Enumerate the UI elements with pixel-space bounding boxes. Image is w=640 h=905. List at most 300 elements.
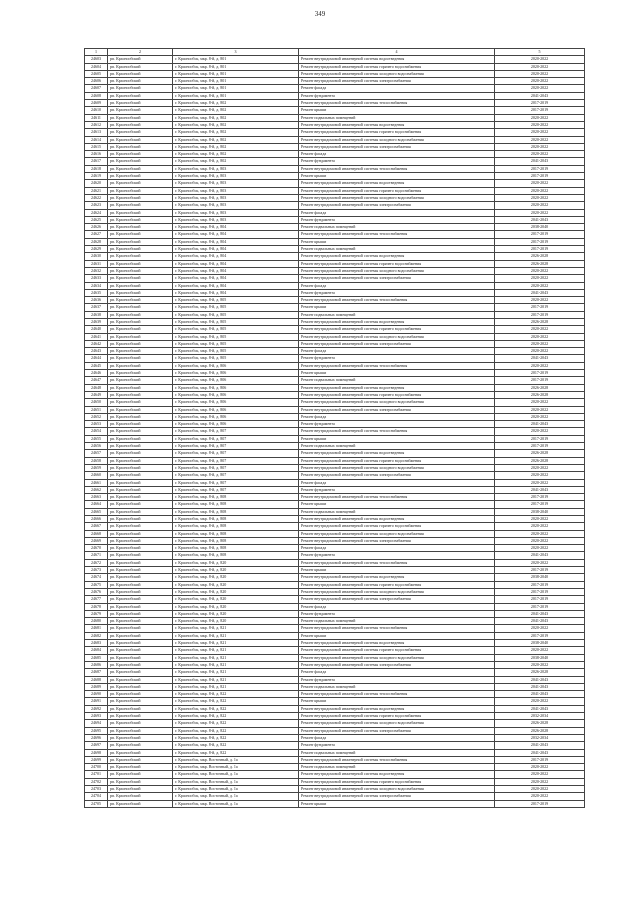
table-row bbox=[85, 121, 585, 128]
cell-work-type: Ремонт внутридомовой инженерной системы холодного водоснабжения bbox=[299, 136, 495, 143]
cell-row-number: 24704 bbox=[85, 793, 108, 800]
cell-period: 2017-2019 bbox=[495, 231, 585, 238]
cell-settlement: рп. Краснообский bbox=[108, 574, 173, 581]
cell-work-type: Ремонт внутридомовой инженерной системы электроснабжения bbox=[299, 537, 495, 544]
cell-work-type: Ремонт внутридомовой инженерной системы теплоснабжения bbox=[299, 625, 495, 632]
cell-row-number: 24679 bbox=[85, 610, 108, 617]
cell-address: г. Краснообск, мкр. 8-й, д. 821 bbox=[173, 683, 299, 690]
cell-period: 2020-2022 bbox=[495, 180, 585, 187]
cell-work-type: Ремонт внутридомовой инженерной системы холодного водоснабжения bbox=[299, 530, 495, 537]
cell-settlement: рп. Краснообский bbox=[108, 435, 173, 442]
cell-period: 2020-2022 bbox=[495, 297, 585, 304]
table-row bbox=[85, 479, 585, 486]
cell-address: г. Краснообск, мкр. 8-й, д. 807 bbox=[173, 435, 299, 442]
cell-address: г. Краснообск, мкр. 8-й, д. 821 bbox=[173, 632, 299, 639]
cell-work-type: Ремонт фасада bbox=[299, 545, 495, 552]
cell-period: 2038-2040 bbox=[495, 654, 585, 661]
cell-work-type: Ремонт внутридомовой инженерной системы горячего водоснабжения bbox=[299, 778, 495, 785]
table-row bbox=[85, 267, 585, 274]
cell-work-type: Ремонт внутридомовой инженерной системы горячего водоснабжения bbox=[299, 129, 495, 136]
cell-row-number: 24646 bbox=[85, 370, 108, 377]
cell-work-type: Ремонт фундамента bbox=[299, 676, 495, 683]
table-row bbox=[85, 603, 585, 610]
cell-work-type: Ремонт крыши bbox=[299, 567, 495, 574]
cell-settlement: рп. Краснообский bbox=[108, 464, 173, 471]
cell-address: г. Краснообск, мкр. 8-й, д. 822 bbox=[173, 691, 299, 698]
cell-address: г. Краснообск, мкр. 8-й, д. 808 bbox=[173, 508, 299, 515]
cell-address: г. Краснообск, мкр. 8-й, д. 822 bbox=[173, 734, 299, 741]
cell-address: г. Краснообск, мкр. 8-й, д. 805 bbox=[173, 333, 299, 340]
cell-period: 2020-2022 bbox=[495, 63, 585, 70]
cell-period: 2041-2043 bbox=[495, 289, 585, 296]
cell-work-type: Ремонт внутридомовой инженерной системы горячего водоснабжения bbox=[299, 713, 495, 720]
cell-address: г. Краснообск, мкр. 8-й, д. 822 bbox=[173, 720, 299, 727]
cell-row-number: 24641 bbox=[85, 333, 108, 340]
cell-row-number: 24658 bbox=[85, 457, 108, 464]
cell-settlement: рп. Краснообский bbox=[108, 647, 173, 654]
cell-row-number: 24604 bbox=[85, 63, 108, 70]
cell-address: г. Краснообск, мкр. 8-й, д. 804 bbox=[173, 260, 299, 267]
cell-period: 2020-2022 bbox=[495, 187, 585, 194]
cell-address: г. Краснообск, мкр. 8-й, д. 807 bbox=[173, 457, 299, 464]
cell-work-type: Ремонт внутридомовой инженерной системы холодного водоснабжения bbox=[299, 785, 495, 792]
table-row bbox=[85, 340, 585, 347]
table-row bbox=[85, 727, 585, 734]
cell-work-type: Ремонт внутридомовой инженерной системы водоотведения bbox=[299, 516, 495, 523]
table-row bbox=[85, 691, 585, 698]
table-row bbox=[85, 552, 585, 559]
table-row bbox=[85, 537, 585, 544]
cell-period: 2020-2022 bbox=[495, 764, 585, 771]
cell-work-type: Ремонт внутридомовой инженерной системы электроснабжения bbox=[299, 275, 495, 282]
cell-address: г. Краснообск, мкр. 8-й, д. 804 bbox=[173, 282, 299, 289]
cell-settlement: рп. Краснообский bbox=[108, 530, 173, 537]
cell-period: 2020-2022 bbox=[495, 523, 585, 530]
cell-address: г. Краснообск, мкр. 8-й, д. 822 bbox=[173, 742, 299, 749]
cell-period: 2020-2022 bbox=[495, 413, 585, 420]
cell-address: г. Краснообск, мкр. 8-й, д. 821 bbox=[173, 647, 299, 654]
cell-row-number: 24698 bbox=[85, 749, 108, 756]
cell-settlement: рп. Краснообский bbox=[108, 289, 173, 296]
table-row bbox=[85, 450, 585, 457]
cell-work-type: Ремонт крыши bbox=[299, 173, 495, 180]
cell-work-type: Ремонт внутридомовой инженерной системы горячего водоснабжения bbox=[299, 581, 495, 588]
cell-settlement: рп. Краснообский bbox=[108, 173, 173, 180]
cell-period: 2041-2043 bbox=[495, 421, 585, 428]
cell-work-type: Ремонт внутридомовой инженерной системы горячего водоснабжения bbox=[299, 391, 495, 398]
cell-work-type: Ремонт внутридомовой инженерной системы теплоснабжения bbox=[299, 494, 495, 501]
cell-period: 2017-2019 bbox=[495, 756, 585, 763]
cell-period: 2020-2022 bbox=[495, 275, 585, 282]
table-row bbox=[85, 289, 585, 296]
cell-row-number: 24617 bbox=[85, 158, 108, 165]
cell-period: 2020-2022 bbox=[495, 121, 585, 128]
cell-period: 2020-2022 bbox=[495, 479, 585, 486]
cell-period: 2020-2022 bbox=[495, 267, 585, 274]
cell-row-number: 24655 bbox=[85, 435, 108, 442]
cell-settlement: рп. Краснообский bbox=[108, 391, 173, 398]
cell-period: 2020-2022 bbox=[495, 559, 585, 566]
cell-period: 2020-2022 bbox=[495, 516, 585, 523]
cell-work-type: Ремонт внутридомовой инженерной системы водоотведения bbox=[299, 253, 495, 260]
cell-address: г. Краснообск, мкр. 8-й, д. 822 bbox=[173, 705, 299, 712]
cell-work-type: Ремонт внутридомовой инженерной системы электроснабжения bbox=[299, 793, 495, 800]
cell-period: 2020-2022 bbox=[495, 545, 585, 552]
cell-settlement: рп. Краснообский bbox=[108, 406, 173, 413]
cell-period: 2026-2028 bbox=[495, 457, 585, 464]
cell-settlement: рп. Краснообский bbox=[108, 428, 173, 435]
table-row bbox=[85, 158, 585, 165]
table-row bbox=[85, 734, 585, 741]
cell-row-number: 24682 bbox=[85, 632, 108, 639]
cell-row-number: 24668 bbox=[85, 530, 108, 537]
cell-period: 2020-2022 bbox=[495, 85, 585, 92]
cell-settlement: рп. Краснообский bbox=[108, 253, 173, 260]
cell-address: г. Краснообск, мкр. 8-й, д. 805 bbox=[173, 348, 299, 355]
cell-settlement: рп. Краснообский bbox=[108, 457, 173, 464]
cell-settlement: рп. Краснообский bbox=[108, 523, 173, 530]
table-row bbox=[85, 764, 585, 771]
cell-address: г. Краснообск, мкр. 8-й, д. 820 bbox=[173, 559, 299, 566]
cell-address: г. Краснообск, мкр. 8-й, д. 804 bbox=[173, 253, 299, 260]
cell-address: г. Краснообск, мкр. Восточный, д. 1а bbox=[173, 764, 299, 771]
cell-address: г. Краснообск, мкр. 8-й, д. 808 bbox=[173, 523, 299, 530]
table-row bbox=[85, 457, 585, 464]
cell-row-number: 24616 bbox=[85, 151, 108, 158]
cell-period: 2020-2022 bbox=[495, 194, 585, 201]
cell-row-number: 24667 bbox=[85, 523, 108, 530]
cell-period: 2041-2043 bbox=[495, 92, 585, 99]
table-row bbox=[85, 618, 585, 625]
cell-settlement: рп. Краснообский bbox=[108, 479, 173, 486]
table-row bbox=[85, 523, 585, 530]
cell-address: г. Краснообск, мкр. 8-й, д. 808 bbox=[173, 552, 299, 559]
cell-settlement: рп. Краснообский bbox=[108, 705, 173, 712]
table-row bbox=[85, 793, 585, 800]
cell-address: г. Краснообск, мкр. 8-й, д. 820 bbox=[173, 574, 299, 581]
cell-settlement: рп. Краснообский bbox=[108, 683, 173, 690]
cell-settlement: рп. Краснообский bbox=[108, 450, 173, 457]
cell-settlement: рп. Краснообский bbox=[108, 143, 173, 150]
cell-period: 2017-2019 bbox=[495, 304, 585, 311]
table-row bbox=[85, 567, 585, 574]
table-row bbox=[85, 443, 585, 450]
cell-row-number: 24642 bbox=[85, 340, 108, 347]
cell-work-type: Ремонт внутридомовой инженерной системы водоотведения bbox=[299, 384, 495, 391]
cell-address: г. Краснообск, мкр. 8-й, д. 801 bbox=[173, 56, 299, 63]
cell-work-type: Ремонт внутридомовой инженерной системы электроснабжения bbox=[299, 143, 495, 150]
cell-work-type: Ремонт фундамента bbox=[299, 421, 495, 428]
cell-address: г. Краснообск, мкр. 8-й, д. 821 bbox=[173, 676, 299, 683]
cell-row-number: 24664 bbox=[85, 501, 108, 508]
table-row bbox=[85, 720, 585, 727]
cell-row-number: 24611 bbox=[85, 114, 108, 121]
cell-settlement: рп. Краснообский bbox=[108, 246, 173, 253]
cell-work-type: Ремонт внутридомовой инженерной системы теплоснабжения bbox=[299, 691, 495, 698]
cell-settlement: рп. Краснообский bbox=[108, 756, 173, 763]
cell-work-type: Ремонт внутридомовой инженерной системы теплоснабжения bbox=[299, 428, 495, 435]
cell-work-type: Ремонт подвальных помещений bbox=[299, 224, 495, 231]
table-row bbox=[85, 508, 585, 515]
cell-address: г. Краснообск, мкр. 8-й, д. 804 bbox=[173, 231, 299, 238]
table-row bbox=[85, 749, 585, 756]
cell-settlement: рп. Краснообский bbox=[108, 70, 173, 77]
table-row bbox=[85, 202, 585, 209]
cell-settlement: рп. Краснообский bbox=[108, 654, 173, 661]
cell-address: г. Краснообск, мкр. 8-й, д. 803 bbox=[173, 194, 299, 201]
cell-work-type: Ремонт внутридомовой инженерной системы водоотведения bbox=[299, 574, 495, 581]
cell-settlement: рп. Краснообский bbox=[108, 676, 173, 683]
cell-work-type: Ремонт фундамента bbox=[299, 610, 495, 617]
cell-settlement: рп. Краснообский bbox=[108, 275, 173, 282]
table-row bbox=[85, 56, 585, 63]
table-row bbox=[85, 246, 585, 253]
cell-work-type: Ремонт подвальных помещений bbox=[299, 311, 495, 318]
cell-settlement: рп. Краснообский bbox=[108, 793, 173, 800]
cell-period: 2017-2019 bbox=[495, 494, 585, 501]
table-row bbox=[85, 705, 585, 712]
cell-settlement: рп. Краснообский bbox=[108, 121, 173, 128]
cell-work-type: Ремонт внутридомовой инженерной системы горячего водоснабжения bbox=[299, 63, 495, 70]
cell-address: г. Краснообск, мкр. 8-й, д. 807 bbox=[173, 479, 299, 486]
cell-settlement: рп. Краснообский bbox=[108, 764, 173, 771]
cell-period: 2020-2022 bbox=[495, 778, 585, 785]
cell-work-type: Ремонт внутридомовой инженерной системы холодного водоснабжения bbox=[299, 194, 495, 201]
cell-work-type: Ремонт подвальных помещений bbox=[299, 683, 495, 690]
cell-settlement: рп. Краснообский bbox=[108, 209, 173, 216]
cell-row-number: 24650 bbox=[85, 399, 108, 406]
cell-row-number: 24694 bbox=[85, 720, 108, 727]
table-row bbox=[85, 85, 585, 92]
cell-work-type: Ремонт внутридомовой инженерной системы водоотведения bbox=[299, 56, 495, 63]
cell-address: г. Краснообск, мкр. 8-й, д. 821 bbox=[173, 625, 299, 632]
table-row bbox=[85, 800, 585, 807]
cell-work-type: Ремонт подвальных помещений bbox=[299, 749, 495, 756]
cell-row-number: 24652 bbox=[85, 413, 108, 420]
cell-work-type: Ремонт внутридомовой инженерной системы холодного водоснабжения bbox=[299, 588, 495, 595]
cell-row-number: 24607 bbox=[85, 85, 108, 92]
cell-settlement: рп. Краснообский bbox=[108, 399, 173, 406]
cell-work-type: Ремонт внутридомовой инженерной системы электроснабжения bbox=[299, 406, 495, 413]
cell-settlement: рп. Краснообский bbox=[108, 749, 173, 756]
cell-row-number: 24657 bbox=[85, 450, 108, 457]
cell-settlement: рп. Краснообский bbox=[108, 443, 173, 450]
cell-work-type: Ремонт внутридомовой инженерной системы горячего водоснабжения bbox=[299, 326, 495, 333]
table-row bbox=[85, 742, 585, 749]
cell-settlement: рп. Краснообский bbox=[108, 545, 173, 552]
cell-row-number: 24696 bbox=[85, 734, 108, 741]
cell-address: г. Краснообск, мкр. 8-й, д. 803 bbox=[173, 202, 299, 209]
table-row bbox=[85, 377, 585, 384]
cell-row-number: 24654 bbox=[85, 428, 108, 435]
cell-row-number: 24635 bbox=[85, 289, 108, 296]
cell-work-type: Ремонт внутридомовой инженерной системы водоотведения bbox=[299, 318, 495, 325]
table-row bbox=[85, 70, 585, 77]
header-col-1: 1 bbox=[85, 49, 108, 56]
cell-address: г. Краснообск, мкр. 8-й, д. 821 bbox=[173, 669, 299, 676]
cell-address: г. Краснообск, мкр. 8-й, д. 820 bbox=[173, 610, 299, 617]
cell-row-number: 24644 bbox=[85, 355, 108, 362]
table-row bbox=[85, 136, 585, 143]
cell-work-type: Ремонт внутридомовой инженерной системы теплоснабжения bbox=[299, 362, 495, 369]
cell-work-type: Ремонт подвальных помещений bbox=[299, 764, 495, 771]
cell-work-type: Ремонт крыши bbox=[299, 800, 495, 807]
cell-period: 2017-2019 bbox=[495, 435, 585, 442]
cell-work-type: Ремонт крыши bbox=[299, 238, 495, 245]
cell-period: 2041-2043 bbox=[495, 683, 585, 690]
cell-settlement: рп. Краснообский bbox=[108, 114, 173, 121]
cell-period: 2020-2022 bbox=[495, 151, 585, 158]
cell-work-type: Ремонт внутридомовой инженерной системы электроснабжения bbox=[299, 596, 495, 603]
cell-row-number: 24653 bbox=[85, 421, 108, 428]
cell-address: г. Краснообск, мкр. 8-й, д. 807 bbox=[173, 443, 299, 450]
cell-address: г. Краснообск, мкр. 8-й, д. 803 bbox=[173, 165, 299, 172]
cell-period: 2032-2034 bbox=[495, 713, 585, 720]
cell-address: г. Краснообск, мкр. 8-й, д. 805 bbox=[173, 355, 299, 362]
cell-work-type: Ремонт внутридомовой инженерной системы холодного водоснабжения bbox=[299, 399, 495, 406]
cell-address: г. Краснообск, мкр. 8-й, д. 822 bbox=[173, 727, 299, 734]
cell-settlement: рп. Краснообский bbox=[108, 713, 173, 720]
cell-address: г. Краснообск, мкр. 8-й, д. 806 bbox=[173, 421, 299, 428]
cell-settlement: рп. Краснообский bbox=[108, 785, 173, 792]
cell-row-number: 24637 bbox=[85, 304, 108, 311]
cell-row-number: 24680 bbox=[85, 618, 108, 625]
cell-address: г. Краснообск, мкр. 8-й, д. 803 bbox=[173, 216, 299, 223]
table-row bbox=[85, 435, 585, 442]
cell-period: 2026-2028 bbox=[495, 384, 585, 391]
cell-row-number: 24700 bbox=[85, 764, 108, 771]
cell-settlement: рп. Краснообский bbox=[108, 494, 173, 501]
table-row bbox=[85, 165, 585, 172]
cell-period: 2017-2019 bbox=[495, 107, 585, 114]
cell-row-number: 24605 bbox=[85, 70, 108, 77]
cell-work-type: Ремонт внутридомовой инженерной системы электроснабжения bbox=[299, 661, 495, 668]
cell-settlement: рп. Краснообский bbox=[108, 567, 173, 574]
cell-settlement: рп. Краснообский bbox=[108, 800, 173, 807]
cell-work-type: Ремонт внутридомовой инженерной системы водоотведения bbox=[299, 450, 495, 457]
cell-row-number: 24693 bbox=[85, 713, 108, 720]
cell-work-type: Ремонт фасада bbox=[299, 348, 495, 355]
cell-settlement: рп. Краснообский bbox=[108, 151, 173, 158]
cell-row-number: 24610 bbox=[85, 107, 108, 114]
table-row bbox=[85, 486, 585, 493]
table-row bbox=[85, 384, 585, 391]
cell-work-type: Ремонт внутридомовой инженерной системы теплоснабжения bbox=[299, 231, 495, 238]
cell-row-number: 24676 bbox=[85, 588, 108, 595]
cell-period: 2041-2043 bbox=[495, 691, 585, 698]
cell-address: г. Краснообск, мкр. Восточный, д. 1а bbox=[173, 800, 299, 807]
cell-period: 2017-2019 bbox=[495, 581, 585, 588]
cell-address: г. Краснообск, мкр. 8-й, д. 822 bbox=[173, 713, 299, 720]
cell-address: г. Краснообск, мкр. 8-й, д. 801 bbox=[173, 85, 299, 92]
cell-period: 2017-2019 bbox=[495, 246, 585, 253]
cell-work-type: Ремонт внутридомовой инженерной системы электроснабжения bbox=[299, 202, 495, 209]
cell-period: 2017-2019 bbox=[495, 603, 585, 610]
cell-address: г. Краснообск, мкр. 8-й, д. 806 bbox=[173, 391, 299, 398]
table-row bbox=[85, 647, 585, 654]
cell-period: 2020-2022 bbox=[495, 136, 585, 143]
cell-address: г. Краснообск, мкр. 8-й, д. 805 bbox=[173, 297, 299, 304]
cell-address: г. Краснообск, мкр. 8-й, д. 808 bbox=[173, 516, 299, 523]
cell-period: 2017-2019 bbox=[495, 501, 585, 508]
cell-row-number: 24632 bbox=[85, 267, 108, 274]
cell-settlement: рп. Краснообский bbox=[108, 588, 173, 595]
cell-address: г. Краснообск, мкр. 8-й, д. 805 bbox=[173, 326, 299, 333]
cell-row-number: 24620 bbox=[85, 180, 108, 187]
cell-period: 2041-2043 bbox=[495, 749, 585, 756]
cell-work-type: Ремонт фасада bbox=[299, 413, 495, 420]
cell-address: г. Краснообск, мкр. 8-й, д. 822 bbox=[173, 749, 299, 756]
cell-work-type: Ремонт внутридомовой инженерной системы теплоснабжения bbox=[299, 165, 495, 172]
table-row bbox=[85, 355, 585, 362]
table-row bbox=[85, 625, 585, 632]
cell-work-type: Ремонт внутридомовой инженерной системы водоотведения bbox=[299, 121, 495, 128]
cell-settlement: рп. Краснообский bbox=[108, 486, 173, 493]
cell-period: 2020-2022 bbox=[495, 530, 585, 537]
cell-settlement: рп. Краснообский bbox=[108, 231, 173, 238]
cell-work-type: Ремонт внутридомовой инженерной системы электроснабжения bbox=[299, 727, 495, 734]
cell-settlement: рп. Краснообский bbox=[108, 778, 173, 785]
cell-row-number: 24603 bbox=[85, 56, 108, 63]
cell-period: 2026-2028 bbox=[495, 669, 585, 676]
cell-period: 2041-2043 bbox=[495, 552, 585, 559]
cell-work-type: Ремонт подвальных помещений bbox=[299, 246, 495, 253]
cell-period: 2020-2022 bbox=[495, 399, 585, 406]
cell-address: г. Краснообск, мкр. 8-й, д. 805 bbox=[173, 318, 299, 325]
table-header-row bbox=[85, 49, 585, 56]
header-col-3: 3 bbox=[173, 49, 299, 56]
cell-row-number: 24661 bbox=[85, 479, 108, 486]
cell-settlement: рп. Краснообский bbox=[108, 165, 173, 172]
cell-work-type: Ремонт подвальных помещений bbox=[299, 508, 495, 515]
table-row bbox=[85, 661, 585, 668]
cell-period: 2020-2022 bbox=[495, 698, 585, 705]
cell-period: 2020-2022 bbox=[495, 647, 585, 654]
header-col-4: 4 bbox=[299, 49, 495, 56]
cell-row-number: 24636 bbox=[85, 297, 108, 304]
cell-row-number: 24684 bbox=[85, 647, 108, 654]
cell-address: г. Краснообск, мкр. 8-й, д. 802 bbox=[173, 107, 299, 114]
cell-row-number: 24677 bbox=[85, 596, 108, 603]
cell-period: 2017-2019 bbox=[495, 632, 585, 639]
cell-settlement: рп. Краснообский bbox=[108, 632, 173, 639]
cell-settlement: рп. Краснообский bbox=[108, 603, 173, 610]
cell-period: 2020-2022 bbox=[495, 537, 585, 544]
cell-work-type: Ремонт крыши bbox=[299, 632, 495, 639]
cell-row-number: 24701 bbox=[85, 771, 108, 778]
cell-address: г. Краснообск, мкр. 8-й, д. 802 bbox=[173, 158, 299, 165]
cell-work-type: Ремонт фасада bbox=[299, 734, 495, 741]
cell-address: г. Краснообск, мкр. 8-й, д. 804 bbox=[173, 275, 299, 282]
cell-settlement: рп. Краснообский bbox=[108, 180, 173, 187]
repair-schedule-table bbox=[84, 48, 585, 808]
cell-period: 2017-2019 bbox=[495, 370, 585, 377]
cell-work-type: Ремонт внутридомовой инженерной системы холодного водоснабжения bbox=[299, 70, 495, 77]
cell-settlement: рп. Краснообский bbox=[108, 596, 173, 603]
cell-work-type: Ремонт фасада bbox=[299, 282, 495, 289]
cell-settlement: рп. Краснообский bbox=[108, 559, 173, 566]
cell-period: 2041-2043 bbox=[495, 486, 585, 493]
cell-work-type: Ремонт внутридомовой инженерной системы теплоснабжения bbox=[299, 756, 495, 763]
cell-settlement: рп. Краснообский bbox=[108, 224, 173, 231]
table-row bbox=[85, 297, 585, 304]
table-row bbox=[85, 333, 585, 340]
cell-address: г. Краснообск, мкр. 8-й, д. 807 bbox=[173, 464, 299, 471]
cell-settlement: рп. Краснообский bbox=[108, 516, 173, 523]
cell-address: г. Краснообск, мкр. 8-й, д. 807 bbox=[173, 450, 299, 457]
cell-address: г. Краснообск, мкр. 8-й, д. 808 bbox=[173, 501, 299, 508]
cell-work-type: Ремонт фундамента bbox=[299, 216, 495, 223]
